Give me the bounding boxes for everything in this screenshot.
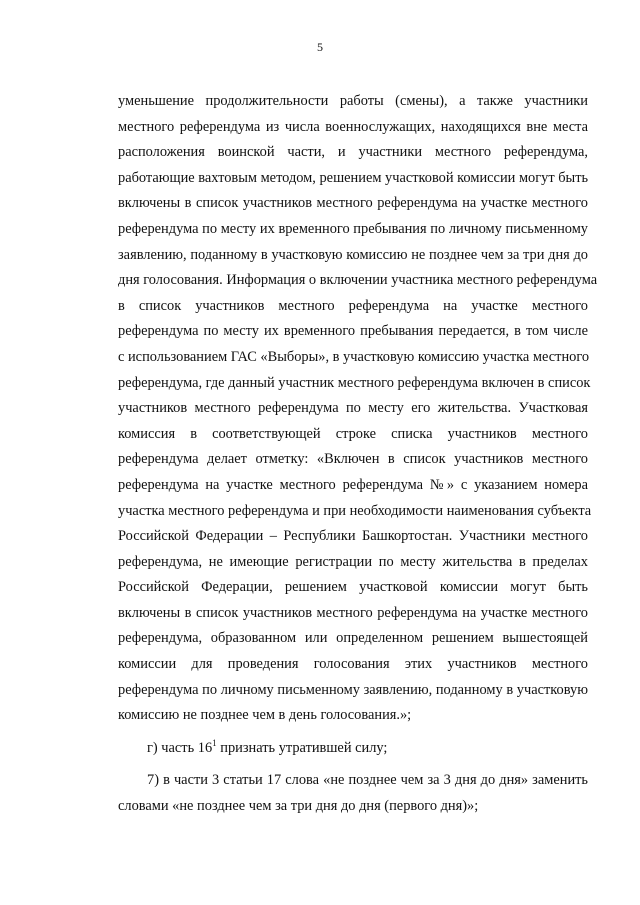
text-line: комиссию не позднее чем в день голосования.»; <box>118 707 412 724</box>
text-line: расположения воинской части, и участники местного референдума, <box>118 144 588 161</box>
item-g-superscript: 1 <box>212 737 217 748</box>
text-line: референдума по месту их временного пребывания по личному письменному <box>118 220 588 237</box>
text-line: в список участников местного референдума на участке местного <box>118 297 588 314</box>
text-line: референдума, где данный участник местного референдума включен в список <box>118 374 591 391</box>
text-line: референдума по месту их временного пребывания передается, в том числе <box>118 323 588 340</box>
text-line: с использованием ГАС «Выборы», в участковую комиссию участка местного <box>118 348 590 365</box>
item-7-line: словами «не позднее чем за три дня до дня (первого дня)»; <box>118 798 479 815</box>
item-g-text-end: признать утратившей силу; <box>216 739 388 756</box>
text-line: Российской Федерации, решением участковой комиссии могут быть <box>118 579 588 596</box>
item-7-line-indented: 7) в части 3 статьи 17 слова «не позднее чем за 3 дня до дня» заменить <box>147 772 588 789</box>
document-body <box>118 89 598 820</box>
text-line: референдума, не имеющие регистрации по месту жительства в пределах <box>118 553 588 570</box>
paragraph-gap <box>118 729 588 736</box>
page-number: 5 <box>317 40 323 54</box>
text-line: комиссия в соответствующей строке списка участников местного <box>118 425 588 442</box>
text-line: работающие вахтовым методом, решением участковой комиссии могут быть <box>118 169 589 186</box>
text-line: местного референдума из числа военнослужащих, находящихся вне места <box>118 118 588 135</box>
text-line: включены в список участников местного референдума на участке местного <box>118 604 588 621</box>
item-g <box>118 736 588 762</box>
text-line: Российской Федерации – Республики Башкортостан. Участники местного <box>118 528 588 545</box>
text-line: референдума на участке местного референдума №» с указанием номера <box>118 476 588 493</box>
text-line: референдума по личному письменному заявлению, поданному в участковую <box>118 681 588 698</box>
text-line: участка местного референдума и при необходимости наименования субъекта <box>118 502 592 519</box>
text-line: дня голосования. Информация о включении участника местного референдума <box>118 272 598 289</box>
paragraph-gap <box>118 761 588 768</box>
text-line: комиссии для проведения голосования этих участников местного <box>118 656 588 673</box>
text-line: участников местного референдума по месту его жительства. Участковая <box>118 400 588 417</box>
text-line: уменьшение продолжительности работы (смены), а также участники <box>118 93 588 109</box>
item-g-text: г) часть 16 <box>147 739 213 756</box>
item-7 <box>118 768 588 819</box>
text-line: заявлению, поданному в участковую комиссию не позднее чем за три дня до <box>118 246 588 263</box>
main-paragraph <box>118 89 598 729</box>
text-line: референдума делает отметку: «Включен в список участников местного <box>118 451 588 468</box>
text-line: референдума, образованном или определенном решением вышестоящей <box>118 630 588 647</box>
text-line: включены в список участников местного референдума на участке местного <box>118 195 588 212</box>
